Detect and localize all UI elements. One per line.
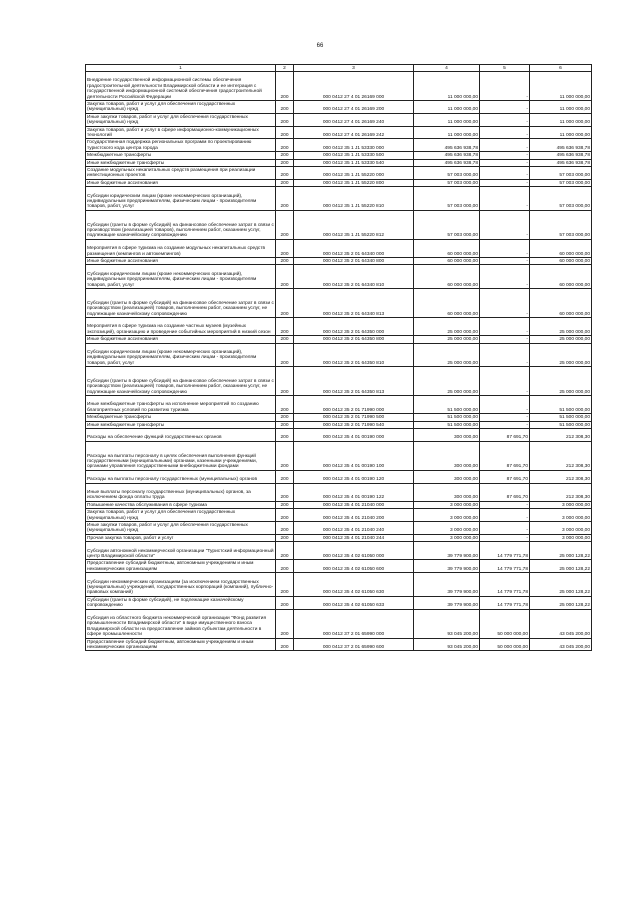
row-classification-code: 000 0412 35 4 01 21040 240 xyxy=(294,522,414,535)
page-number: 66 xyxy=(316,43,324,49)
row-approved-amount: 60 000 000,00 xyxy=(414,257,480,264)
row-classification-code: 000 0412 35 2 01 71990 500 xyxy=(294,414,414,421)
row-line-code: 200 xyxy=(276,113,294,126)
row-line-code: 200 xyxy=(276,429,294,442)
row-unexecuted-amount: 25 000 128,22 xyxy=(530,596,592,609)
row-unexecuted-amount: 212 308,30 xyxy=(530,441,592,470)
row-approved-amount: 57 003 000,00 xyxy=(414,187,480,211)
header-row xyxy=(86,65,592,72)
row-classification-code: 000 0412 35 1 J1 53330 000 xyxy=(294,139,414,152)
row-classification-code: 000 0412 35 2 01 64340 800 xyxy=(294,257,414,264)
row-classification-code: 000 0412 35 4 01 00190 120 xyxy=(294,470,414,483)
row-name: Иные закупки товаров, работ и услуг для обеспечения государственных (муниципальных) нужд xyxy=(86,113,276,126)
row-line-code: 200 xyxy=(276,210,294,239)
budget-table xyxy=(85,64,592,651)
row-executed-amount: - xyxy=(480,113,530,126)
column-header: 3 xyxy=(294,65,414,72)
row-approved-amount: 3 000 000,00 xyxy=(414,509,480,522)
row-executed-amount: - xyxy=(480,317,530,335)
row-unexecuted-amount: 57 003 000,00 xyxy=(530,166,592,179)
row-executed-amount: - xyxy=(480,265,530,289)
row-unexecuted-amount: 60 000 000,00 xyxy=(530,288,592,317)
row-approved-amount: 495 636 938,78 xyxy=(414,152,480,159)
row-executed-amount: - xyxy=(480,126,530,139)
row-line-code: 200 xyxy=(276,638,294,651)
row-unexecuted-amount: 25 000 128,22 xyxy=(530,573,592,597)
row-line-code: 200 xyxy=(276,288,294,317)
row-name: Иные бюджетные ассигнования xyxy=(86,179,276,186)
row-unexecuted-amount: 60 000 000,00 xyxy=(530,257,592,264)
row-executed-amount: - xyxy=(480,343,530,367)
row-line-code: 200 xyxy=(276,159,294,166)
table-row xyxy=(86,317,592,335)
row-classification-code: 000 0412 35 2 01 71990 540 xyxy=(294,421,414,428)
row-executed-amount: - xyxy=(480,396,530,414)
row-name: Субсидии (гранты в форме субсидий) на финансовое обеспечение затрат в связи с производством (реализацией) товаров, выполнением работ, оказанием услуг, не подлежащие казначейскому сопровождению xyxy=(86,367,276,396)
row-classification-code: 000 0412 35 2 01 64350 000 xyxy=(294,317,414,335)
row-executed-amount: 50 000 000,00 xyxy=(480,638,530,651)
row-name: Предоставление субсидий бюджетным, автономным учреждениям и иным некоммерческим организациям xyxy=(86,560,276,573)
table-row xyxy=(86,596,592,609)
row-line-code: 200 xyxy=(276,414,294,421)
row-classification-code: 000 0412 35 1 J1 53330 500 xyxy=(294,152,414,159)
row-name: Мероприятия в сфере туризма на создание частных музеев (музейных экспозиций), организацию и проведение событийных мероприятий в низкий сезон xyxy=(86,317,276,335)
table-row xyxy=(86,239,592,257)
row-line-code: 200 xyxy=(276,166,294,179)
row-unexecuted-amount: 43 045 200,00 xyxy=(530,609,592,638)
table-row xyxy=(86,126,592,139)
row-classification-code: 000 0412 35 4 02 61050 633 xyxy=(294,596,414,609)
row-executed-amount: - xyxy=(480,367,530,396)
row-line-code: 200 xyxy=(276,179,294,186)
table-row xyxy=(86,534,592,541)
table-row xyxy=(86,367,592,396)
table-row xyxy=(86,113,592,126)
row-classification-code: 000 0412 35 2 01 64340 000 xyxy=(294,239,414,257)
table-row xyxy=(86,542,592,560)
row-approved-amount: 11 000 000,00 xyxy=(414,113,480,126)
row-line-code: 200 xyxy=(276,139,294,152)
row-name: Иные бюджетные ассигнования xyxy=(86,336,276,343)
row-name: Иные межбюджетные трансферты xyxy=(86,421,276,428)
row-classification-code: 000 0412 27 4 01 26169 242 xyxy=(294,126,414,139)
row-name: Субсидии (гранты в форме субсидий) на финансовое обеспечение затрат в связи с производством (реализацией товаров), выполнением работ, оказанием услуг, подлежащие казначейскому сопровождению xyxy=(86,210,276,239)
row-approved-amount: 300 000,00 xyxy=(414,470,480,483)
table-row xyxy=(86,265,592,289)
row-classification-code: 000 0412 35 2 01 64340 813 xyxy=(294,288,414,317)
row-approved-amount: 11 000 000,00 xyxy=(414,72,480,101)
row-executed-amount: - xyxy=(480,210,530,239)
row-classification-code: 000 0412 35 1 J1 55220 800 xyxy=(294,179,414,186)
row-executed-amount: 87 691,70 xyxy=(480,429,530,442)
table-row xyxy=(86,159,592,166)
row-executed-amount: - xyxy=(480,257,530,264)
table-row xyxy=(86,509,592,522)
row-line-code: 200 xyxy=(276,72,294,101)
table-row xyxy=(86,166,592,179)
row-approved-amount: 51 500 000,00 xyxy=(414,414,480,421)
row-name: Расходы на выплаты персоналу государственных (муниципальных) органов xyxy=(86,470,276,483)
row-executed-amount: - xyxy=(480,522,530,535)
row-name: Предоставление субсидий бюджетным, автономным учреждениям и иным некоммерческим организациям xyxy=(86,638,276,651)
row-unexecuted-amount: 212 308,30 xyxy=(530,429,592,442)
row-unexecuted-amount: 11 000 000,00 xyxy=(530,113,592,126)
row-line-code: 200 xyxy=(276,317,294,335)
row-name: Субсидии юридическим лицам (кроме некоммерческих организаций), индивидуальным предпринимателям, физическим лицам - производителям товаров, работ, услуг xyxy=(86,343,276,367)
row-line-code: 200 xyxy=(276,396,294,414)
column-header: 2 xyxy=(276,65,294,72)
row-name: Субсидии юридическим лицам (кроме некоммерческих организаций), индивидуальным предпринимателям, физическим лицам - производителям товаров, работ, услуг xyxy=(86,187,276,211)
row-unexecuted-amount: 495 636 938,78 xyxy=(530,152,592,159)
row-unexecuted-amount: 60 000 000,00 xyxy=(530,239,592,257)
row-unexecuted-amount: 25 000 000,00 xyxy=(530,367,592,396)
table-row xyxy=(86,638,592,651)
row-line-code: 200 xyxy=(276,470,294,483)
row-unexecuted-amount: 60 000 000,00 xyxy=(530,265,592,289)
row-line-code: 200 xyxy=(276,509,294,522)
row-approved-amount: 93 045 200,00 xyxy=(414,638,480,651)
table-row xyxy=(86,573,592,597)
row-classification-code: 000 0412 35 1 J1 55220 812 xyxy=(294,210,414,239)
table-row xyxy=(86,609,592,638)
row-approved-amount: 3 000 000,00 xyxy=(414,534,480,541)
row-executed-amount: 14 779 771,78 xyxy=(480,573,530,597)
row-executed-amount: - xyxy=(480,421,530,428)
table-row xyxy=(86,396,592,414)
row-approved-amount: 300 000,00 xyxy=(414,429,480,442)
row-unexecuted-amount: 51 500 000,00 xyxy=(530,421,592,428)
row-executed-amount: 87 691,70 xyxy=(480,483,530,501)
row-executed-amount: - xyxy=(480,336,530,343)
row-name: Иные закупки товаров, работ и услуг для обеспечения государственных (муниципальных) нужд xyxy=(86,522,276,535)
row-line-code: 200 xyxy=(276,343,294,367)
row-classification-code: 000 0412 27 4 01 26169 240 xyxy=(294,113,414,126)
row-unexecuted-amount: 25 000 128,22 xyxy=(530,542,592,560)
table-row xyxy=(86,421,592,428)
row-name: Субсидии автономной некоммерческой организации "Туристский информационный центр Владимирской области" xyxy=(86,542,276,560)
row-line-code: 200 xyxy=(276,239,294,257)
row-executed-amount: - xyxy=(480,534,530,541)
table-row xyxy=(86,210,592,239)
row-approved-amount: 93 045 200,00 xyxy=(414,609,480,638)
row-approved-amount: 25 000 000,00 xyxy=(414,343,480,367)
row-unexecuted-amount: 495 636 938,78 xyxy=(530,159,592,166)
row-name: Закупка товаров, работ и услуг для обеспечения государственных (муниципальных) нужд xyxy=(86,101,276,114)
column-header: 5 xyxy=(480,65,530,72)
row-name: Субсидия из областного бюджета некоммерческой организации "Фонд развития промышленности Владимирской области" в виде имущественного взноса Владимирской области на предоставление займов субъектам деятельности в сфере промышленности xyxy=(86,609,276,638)
row-unexecuted-amount: 57 003 000,00 xyxy=(530,179,592,186)
table-row xyxy=(86,441,592,470)
row-executed-amount: - xyxy=(480,288,530,317)
row-executed-amount: 14 779 771,78 xyxy=(480,596,530,609)
row-unexecuted-amount: 11 000 000,00 xyxy=(530,72,592,101)
row-classification-code: 000 0412 27 4 01 26169 200 xyxy=(294,101,414,114)
row-unexecuted-amount: 51 500 000,00 xyxy=(530,414,592,421)
row-line-code: 200 xyxy=(276,609,294,638)
row-classification-code: 000 0412 35 4 01 00190 100 xyxy=(294,441,414,470)
row-executed-amount: - xyxy=(480,159,530,166)
table-row xyxy=(86,470,592,483)
row-approved-amount: 25 000 000,00 xyxy=(414,367,480,396)
row-name: Расходы на обеспечение функций государственных органов xyxy=(86,429,276,442)
row-approved-amount: 57 003 000,00 xyxy=(414,179,480,186)
row-name: Мероприятия в сфере туризма на создание модульных некапитальных средств размещения (кемпингов и автокемпингов) xyxy=(86,239,276,257)
row-line-code: 200 xyxy=(276,560,294,573)
row-line-code: 200 xyxy=(276,596,294,609)
row-name: Иные межбюджетные трансферты xyxy=(86,159,276,166)
row-approved-amount: 11 000 000,00 xyxy=(414,126,480,139)
column-header: 1 xyxy=(86,65,276,72)
row-name: Государственная поддержка региональных программ по проектированию туристского кода центра города xyxy=(86,139,276,152)
row-approved-amount: 60 000 000,00 xyxy=(414,265,480,289)
table-row xyxy=(86,257,592,264)
row-approved-amount: 57 003 000,00 xyxy=(414,166,480,179)
row-approved-amount: 495 636 938,78 xyxy=(414,139,480,152)
row-line-code: 200 xyxy=(276,441,294,470)
row-classification-code: 000 0412 37 2 01 65990 000 xyxy=(294,609,414,638)
row-line-code: 200 xyxy=(276,501,294,508)
row-line-code: 200 xyxy=(276,126,294,139)
table-row xyxy=(86,152,592,159)
row-line-code: 200 xyxy=(276,187,294,211)
row-unexecuted-amount: 25 000 000,00 xyxy=(530,317,592,335)
row-approved-amount: 60 000 000,00 xyxy=(414,239,480,257)
row-name: Создание модульных некапитальных средств размещения при реализации инвестиционных проектов xyxy=(86,166,276,179)
column-header: 6 xyxy=(530,65,592,72)
row-executed-amount: 14 779 771,78 xyxy=(480,560,530,573)
row-classification-code: 000 0412 35 4 01 21040 200 xyxy=(294,509,414,522)
row-approved-amount: 3 000 000,00 xyxy=(414,522,480,535)
table-row xyxy=(86,414,592,421)
row-executed-amount: - xyxy=(480,166,530,179)
row-classification-code: 000 0412 35 1 J1 53330 540 xyxy=(294,159,414,166)
row-executed-amount: - xyxy=(480,414,530,421)
row-unexecuted-amount: 3 000 000,00 xyxy=(530,522,592,535)
row-classification-code: 000 0412 35 4 01 21040 000 xyxy=(294,501,414,508)
table-row xyxy=(86,336,592,343)
row-approved-amount: 11 000 000,00 xyxy=(414,101,480,114)
row-classification-code: 000 0412 35 4 01 00190 000 xyxy=(294,429,414,442)
row-executed-amount: - xyxy=(480,101,530,114)
row-executed-amount: - xyxy=(480,509,530,522)
row-unexecuted-amount: 3 000 000,00 xyxy=(530,509,592,522)
row-approved-amount: 60 000 000,00 xyxy=(414,288,480,317)
row-executed-amount: 87 691,70 xyxy=(480,441,530,470)
row-line-code: 200 xyxy=(276,257,294,264)
row-executed-amount: - xyxy=(480,152,530,159)
row-unexecuted-amount: 3 000 000,00 xyxy=(530,501,592,508)
row-classification-code: 000 0412 35 1 J1 55220 000 xyxy=(294,166,414,179)
row-name: Прочая закупка товаров, работ и услуг xyxy=(86,534,276,541)
row-unexecuted-amount: 212 308,30 xyxy=(530,483,592,501)
row-classification-code: 000 0412 27 4 01 26169 000 xyxy=(294,72,414,101)
row-approved-amount: 3 000 000,00 xyxy=(414,501,480,508)
row-line-code: 200 xyxy=(276,542,294,560)
row-approved-amount: 39 779 900,00 xyxy=(414,573,480,597)
row-approved-amount: 51 500 000,00 xyxy=(414,421,480,428)
row-executed-amount: - xyxy=(480,72,530,101)
row-executed-amount: - xyxy=(480,239,530,257)
row-line-code: 200 xyxy=(276,367,294,396)
row-classification-code: 000 0412 35 2 01 71990 000 xyxy=(294,396,414,414)
table-row xyxy=(86,101,592,114)
row-approved-amount: 51 500 000,00 xyxy=(414,396,480,414)
table-row xyxy=(86,343,592,367)
row-line-code: 200 xyxy=(276,101,294,114)
row-classification-code: 000 0412 35 4 02 61050 000 xyxy=(294,542,414,560)
row-approved-amount: 39 779 900,00 xyxy=(414,560,480,573)
row-classification-code: 000 0412 35 2 01 64350 810 xyxy=(294,343,414,367)
row-classification-code: 000 0412 35 2 01 64350 800 xyxy=(294,336,414,343)
column-header: 4 xyxy=(414,65,480,72)
row-unexecuted-amount: 51 500 000,00 xyxy=(530,396,592,414)
row-unexecuted-amount: 495 636 938,78 xyxy=(530,139,592,152)
table-row xyxy=(86,288,592,317)
row-name: Закупка товаров, работ и услуг для обеспечения государственных (муниципальных) нужд xyxy=(86,509,276,522)
table-row xyxy=(86,429,592,442)
row-name: Закупка товаров, работ и услуг в сфере информационно-коммуникационных технологий xyxy=(86,126,276,139)
row-classification-code: 000 0412 35 1 J1 55220 810 xyxy=(294,187,414,211)
table-row xyxy=(86,187,592,211)
row-classification-code: 000 0412 35 2 01 64350 813 xyxy=(294,367,414,396)
row-name: Повышение качества обслуживания в сфере туризма xyxy=(86,501,276,508)
row-executed-amount: 50 000 000,00 xyxy=(480,609,530,638)
table-row xyxy=(86,483,592,501)
row-unexecuted-amount: 11 000 000,00 xyxy=(530,126,592,139)
row-approved-amount: 25 000 000,00 xyxy=(414,317,480,335)
table-row xyxy=(86,560,592,573)
row-line-code: 200 xyxy=(276,152,294,159)
row-name: Субсидии юридическим лицам (кроме некоммерческих организаций), индивидуальным предпринимателям, физическим лицам - производителям товаров, работ, услуг xyxy=(86,265,276,289)
row-line-code: 200 xyxy=(276,573,294,597)
row-line-code: 200 xyxy=(276,483,294,501)
row-unexecuted-amount: 212 308,30 xyxy=(530,470,592,483)
row-approved-amount: 300 000,00 xyxy=(414,441,480,470)
table-row xyxy=(86,522,592,535)
row-unexecuted-amount: 57 003 000,00 xyxy=(530,187,592,211)
row-executed-amount: - xyxy=(480,501,530,508)
row-unexecuted-amount: 25 000 128,22 xyxy=(530,560,592,573)
row-name: Межбюджетные трансферты xyxy=(86,152,276,159)
row-approved-amount: 39 779 900,00 xyxy=(414,542,480,560)
row-name: Расходы на выплаты персоналу в целях обеспечения выполнения функций государственными (муниципальными) органами, казенными учреждениями, органами управления государственными внебюджетными фондами xyxy=(86,441,276,470)
row-classification-code: 000 0412 37 2 01 65990 600 xyxy=(294,638,414,651)
table-row xyxy=(86,139,592,152)
table-row xyxy=(86,72,592,101)
row-name: Субсидии (гранты в форме субсидий), не подлежащие казначейскому сопровождению xyxy=(86,596,276,609)
row-name: Межбюджетные трансферты xyxy=(86,414,276,421)
row-classification-code: 000 0412 35 4 01 21040 244 xyxy=(294,534,414,541)
row-line-code: 200 xyxy=(276,522,294,535)
row-executed-amount: - xyxy=(480,139,530,152)
table-row xyxy=(86,179,592,186)
row-unexecuted-amount: 25 000 000,00 xyxy=(530,343,592,367)
row-approved-amount: 57 003 000,00 xyxy=(414,210,480,239)
row-approved-amount: 495 636 938,78 xyxy=(414,159,480,166)
row-name: Внедрение государственной информационной системы обеспечения градостроительной деятельности Владимирской области и ее интеграция с государственной информационной системой обеспечения градостроительной деятельности Российской Федерации xyxy=(86,72,276,101)
row-approved-amount: 39 779 900,00 xyxy=(414,596,480,609)
row-classification-code: 000 0412 35 2 01 64340 810 xyxy=(294,265,414,289)
row-classification-code: 000 0412 35 4 02 61050 600 xyxy=(294,560,414,573)
row-unexecuted-amount: 3 000 000,00 xyxy=(530,534,592,541)
row-line-code: 200 xyxy=(276,336,294,343)
row-name: Иные выплаты персоналу государственных (муниципальных) органов, за исключением фонда оплаты труда xyxy=(86,483,276,501)
row-approved-amount: 300 000,00 xyxy=(414,483,480,501)
row-executed-amount: 14 779 771,78 xyxy=(480,542,530,560)
row-executed-amount: 87 691,70 xyxy=(480,470,530,483)
row-name: Иные межбюджетные трансферты на исполнение мероприятий по созданию благоприятных условий по развитию туризма xyxy=(86,396,276,414)
row-name: Субсидии (гранты в форме субсидий) на финансовое обеспечение затрат в связи с производством (реализацией) товаров, выполнением работ, оказанием услуг, не подлежащие казначейскому сопровождению xyxy=(86,288,276,317)
row-unexecuted-amount: 57 003 000,00 xyxy=(530,210,592,239)
row-classification-code: 000 0412 35 4 02 61050 630 xyxy=(294,573,414,597)
row-approved-amount: 25 000 000,00 xyxy=(414,336,480,343)
row-name: Субсидии некоммерческим организациям (за исключением государственных (муниципальных) учреждений, государственных корпораций (компаний), публично-правовых компаний) xyxy=(86,573,276,597)
row-classification-code: 000 0412 35 4 01 00190 122 xyxy=(294,483,414,501)
row-name: Иные бюджетные ассигнования xyxy=(86,257,276,264)
row-executed-amount: - xyxy=(480,179,530,186)
row-line-code: 200 xyxy=(276,421,294,428)
row-unexecuted-amount: 25 000 000,00 xyxy=(530,336,592,343)
row-unexecuted-amount: 11 000 000,00 xyxy=(530,101,592,114)
row-line-code: 200 xyxy=(276,265,294,289)
row-executed-amount: - xyxy=(480,187,530,211)
table-row xyxy=(86,501,592,508)
row-unexecuted-amount: 43 045 200,00 xyxy=(530,638,592,651)
row-line-code: 200 xyxy=(276,534,294,541)
